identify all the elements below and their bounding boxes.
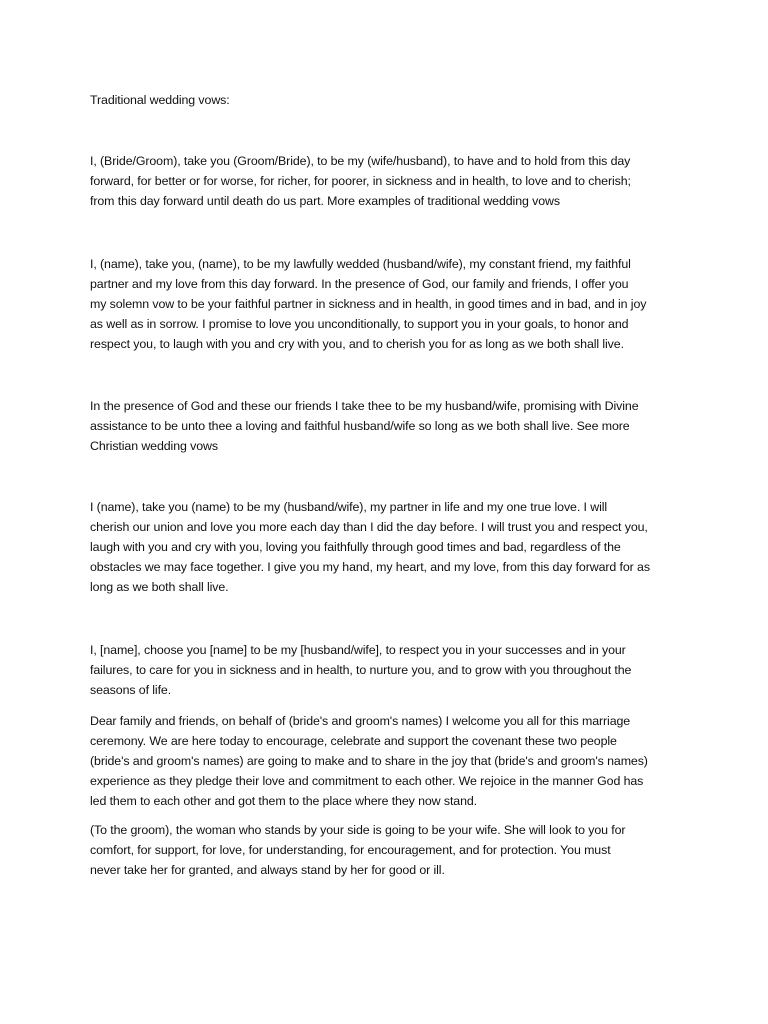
welcome-paragraph: Dear family and friends, on behalf of (bride's and groom's names) I welcome you all for this marriage ceremony. We are here today to encourage, celebrate and support the covenant these two people (bride's and groom's names) are going to make and to share in the joy that (bride's and groom's names) experience as they pledge their love and commitment to each other. We rejoice in the manner God has led them to each other and got them to the place where they now stand. — [90, 714, 648, 808]
vow-paragraph-2: I, (name), take you, (name), to be my lawfully wedded (husband/wife), my constant friend, my faithful partner and my love from this day forward. In the presence of God, our family and friends, I offer you my solemn vow to be your faithful partner in sickness and in health, in good times and in bad, and in joy as well as in sorrow. I promise to love you unconditionally, to support you in your goals, to honor and respect you, to laugh with you and cry with you, and to cherish you for as long as we both shall live. — [90, 257, 647, 351]
vow-paragraph-4: I (name), take you (name) to be my (husband/wife), my partner in life and my one true love. I will cherish our union and love you more each day than I did the day before. I will trust you and respect you, laugh with you and cry with you, loving you faithfully through good times and bad, regardless of the obstacles we may face together. I give you my hand, my heart, and my love, from this day forward for as long as we both shall live. — [90, 500, 650, 594]
vow-paragraph-3: In the presence of God and these our friends I take thee to be my husband/wife, promising with Divine assistance to be unto thee a loving and faithful husband/wife so long as we both shall live. See more Christian wedding vows — [90, 399, 639, 453]
document-title: Traditional wedding vows: — [90, 93, 230, 107]
vow-paragraph-5: I, [name], choose you [name] to be my [husband/wife], to respect you in your successes and in your failures, to care for you in sickness and in health, to nurture you, and to grow with you throughout the seasons of life. — [90, 643, 632, 697]
to-the-groom-paragraph: (To the groom), the woman who stands by your side is going to be your wife. She will look to you for comfort, for support, for love, for understanding, for encouragement, and for protection. You must never take her for granted, and always stand by her for good or ill. — [90, 823, 626, 877]
vow-paragraph-1: I, (Bride/Groom), take you (Groom/Bride), to be my (wife/husband), to have and to hold from this day forward, for better or for worse, for richer, for poorer, in sickness and in health, to love and to cherish; from this day forward until death do us part. More examples of traditional wedding vows — [90, 154, 631, 208]
